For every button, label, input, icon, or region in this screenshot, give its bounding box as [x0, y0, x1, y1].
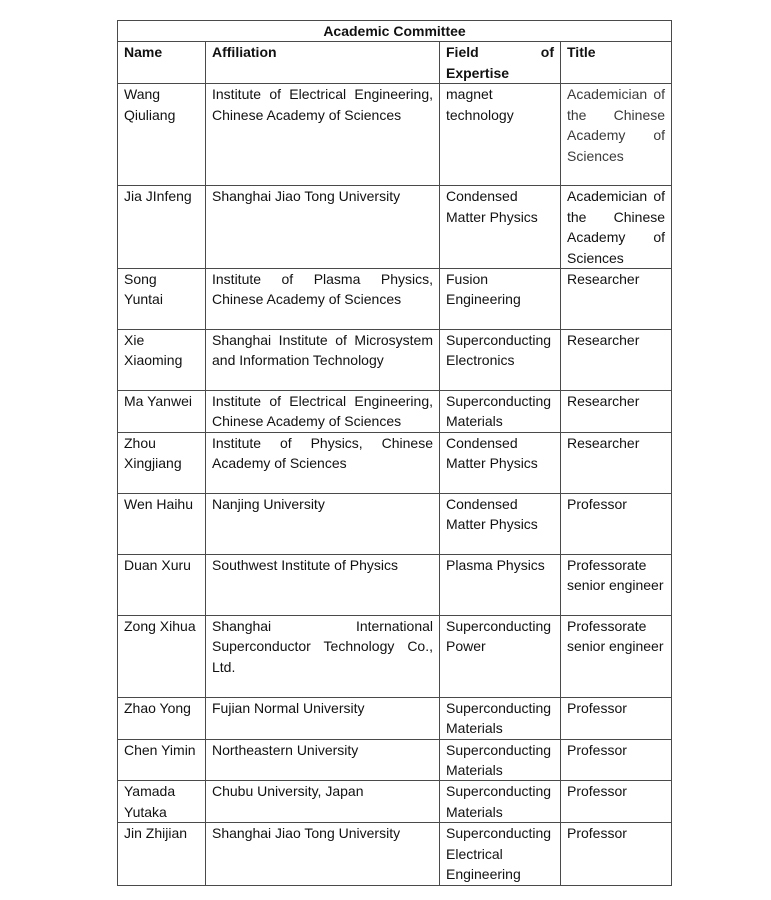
table-row [118, 739, 672, 781]
cell-name: Wang Qiuliang [118, 84, 206, 186]
cell-name: Wen Haihu [118, 493, 206, 554]
cell-field: Superconducting Electronics [440, 330, 561, 391]
header-field-of-expertise: Field of Expertise [440, 42, 561, 84]
cell-field: magnet technology [440, 84, 561, 186]
table-row [118, 269, 672, 330]
cell-affiliation: Shanghai Jiao Tong University [206, 186, 440, 269]
cell-title: Professorate senior engineer [561, 554, 672, 615]
cell-affiliation: Southwest Institute of Physics [206, 554, 440, 615]
cell-field: Superconducting Materials [440, 781, 561, 823]
cell-title: Professorate senior engineer [561, 615, 672, 697]
table-caption-row [118, 21, 672, 42]
cell-affiliation: Chubu University, Japan [206, 781, 440, 823]
cell-title: Researcher [561, 330, 672, 391]
cell-affiliation: Shanghai Jiao Tong University [206, 823, 440, 885]
cell-field: Condensed Matter Physics [440, 493, 561, 554]
table-row [118, 330, 672, 391]
cell-name: Chen Yimin [118, 739, 206, 781]
table-row [118, 823, 672, 885]
cell-affiliation: Institute of Electrical Engineering, Chinese Academy of Sciences [206, 391, 440, 433]
table-row [118, 391, 672, 433]
cell-name: Zhao Yong [118, 697, 206, 739]
table-row [118, 697, 672, 739]
cell-affiliation: Institute of Electrical Engineering, Chinese Academy of Sciences [206, 84, 440, 186]
cell-field: Condensed Matter Physics [440, 432, 561, 493]
cell-affiliation: Shanghai International Superconductor Technology Co., Ltd. [206, 615, 440, 697]
cell-name: Zhou Xingjiang [118, 432, 206, 493]
cell-affiliation: Institute of Plasma Physics, Chinese Academy of Sciences [206, 269, 440, 330]
table-header-row [118, 42, 672, 84]
cell-title: Professor [561, 697, 672, 739]
table-row [118, 432, 672, 493]
cell-name: Xie Xiaoming [118, 330, 206, 391]
cell-title: Academician of the Chinese Academy of Sciences [561, 186, 672, 269]
table-row [118, 84, 672, 186]
cell-affiliation: Shanghai Institute of Microsystem and Information Technology [206, 330, 440, 391]
academic-committee-table-wrapper [117, 20, 671, 886]
cell-name: Zong Xihua [118, 615, 206, 697]
cell-name: Duan Xuru [118, 554, 206, 615]
cell-title: Professor [561, 493, 672, 554]
cell-title: Professor [561, 781, 672, 823]
cell-field: Superconducting Power [440, 615, 561, 697]
cell-affiliation: Institute of Physics, Chinese Academy of Sciences [206, 432, 440, 493]
header-name: Name [118, 42, 206, 84]
table-caption: Academic Committee [118, 21, 672, 42]
table-row [118, 186, 672, 269]
cell-title: Researcher [561, 269, 672, 330]
cell-field: Superconducting Electrical Engineering [440, 823, 561, 885]
cell-affiliation: Nanjing University [206, 493, 440, 554]
cell-title: Professor [561, 823, 672, 885]
cell-field: Superconducting Materials [440, 739, 561, 781]
cell-field: Superconducting Materials [440, 391, 561, 433]
cell-title: Professor [561, 739, 672, 781]
cell-field: Plasma Physics [440, 554, 561, 615]
cell-title: Researcher [561, 391, 672, 433]
cell-name: Jia JInfeng [118, 186, 206, 269]
cell-name: Jin Zhijian [118, 823, 206, 885]
cell-field: Fusion Engineering [440, 269, 561, 330]
header-title: Title [561, 42, 672, 84]
header-affiliation: Affiliation [206, 42, 440, 84]
academic-committee-table [117, 20, 672, 886]
cell-name: Song Yuntai [118, 269, 206, 330]
table-row [118, 615, 672, 697]
cell-name: Yamada Yutaka [118, 781, 206, 823]
table-row [118, 554, 672, 615]
table-row [118, 781, 672, 823]
cell-field: Superconducting Materials [440, 697, 561, 739]
cell-title: Academician of the Chinese Academy of Sciences [561, 84, 672, 186]
cell-affiliation: Fujian Normal University [206, 697, 440, 739]
cell-affiliation: Northeastern University [206, 739, 440, 781]
cell-name: Ma Yanwei [118, 391, 206, 433]
cell-title: Researcher [561, 432, 672, 493]
cell-field: Condensed Matter Physics [440, 186, 561, 269]
table-row [118, 493, 672, 554]
